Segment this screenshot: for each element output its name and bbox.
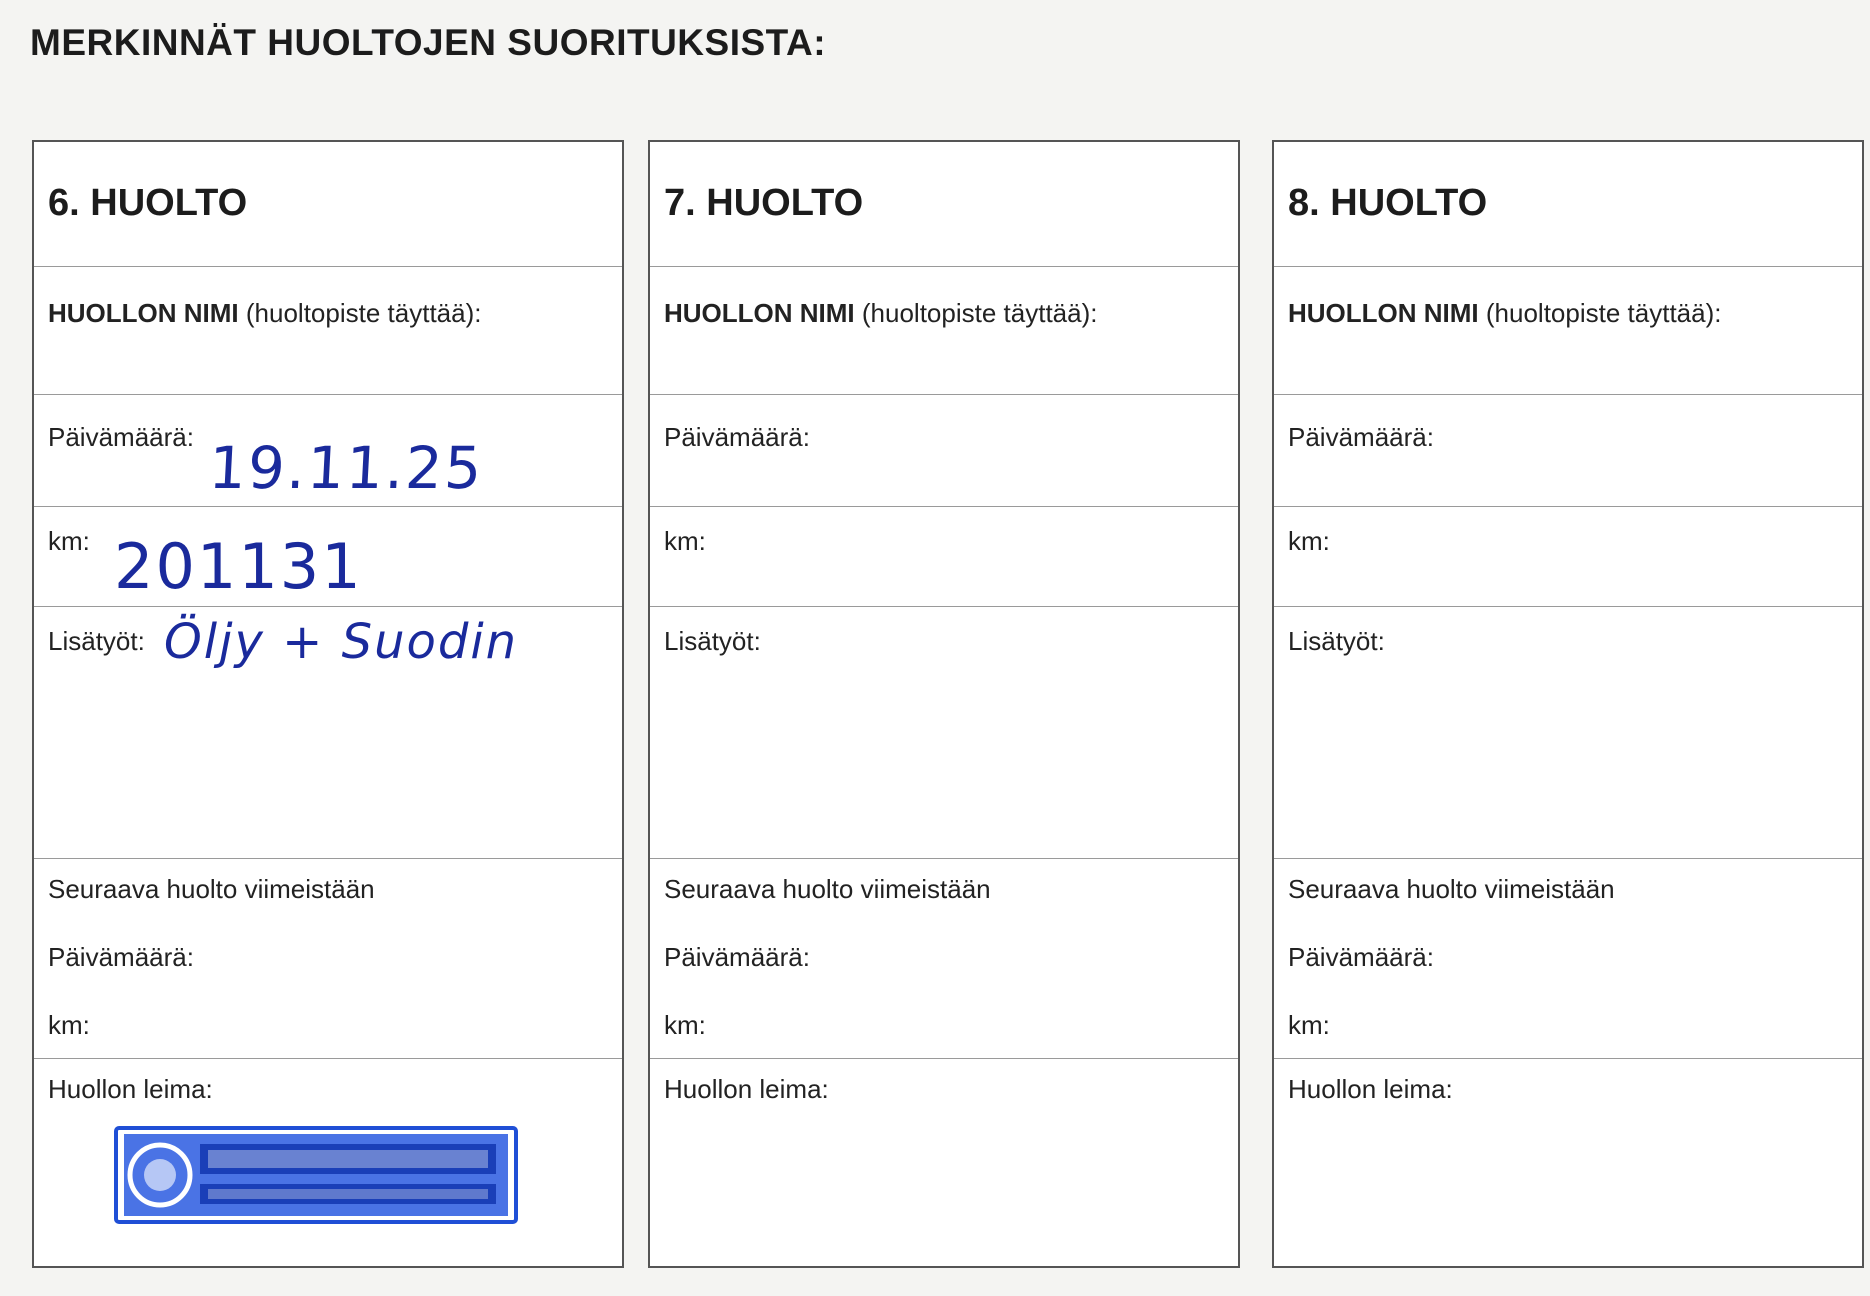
service-card-7 xyxy=(648,140,1240,1268)
km-label: km: xyxy=(48,526,90,556)
stamp-field[interactable] xyxy=(1274,1058,1862,1268)
stamp-label: Huollon leima: xyxy=(664,1074,829,1104)
next-date-label: Päivämäärä: xyxy=(664,942,810,972)
km-handwritten-value: 201131 xyxy=(114,530,363,603)
service-name-label-bold: HUOLLON NIMI xyxy=(1288,298,1479,328)
km-label: km: xyxy=(1288,526,1330,556)
service-card-6 xyxy=(32,140,624,1268)
service-number: 6. HUOLTO xyxy=(48,182,248,224)
stamp-label: Huollon leima: xyxy=(48,1074,213,1104)
service-name-label xyxy=(1288,298,1721,329)
next-km-label: km: xyxy=(1288,1010,1330,1040)
extra-work-label: Lisätyöt: xyxy=(48,626,145,656)
service-number: 8. HUOLTO xyxy=(1288,182,1488,224)
date-field[interactable] xyxy=(34,394,622,507)
next-service-section[interactable] xyxy=(1274,858,1862,1059)
date-label: Päivämäärä: xyxy=(1288,422,1434,452)
km-label: km: xyxy=(664,526,706,556)
service-name-label-bold: HUOLLON NIMI xyxy=(664,298,855,328)
extra-work-label: Lisätyöt: xyxy=(1288,626,1385,656)
next-service-section[interactable] xyxy=(34,858,622,1059)
date-handwritten-value: 19.11.25 xyxy=(207,434,486,502)
service-header xyxy=(34,142,622,267)
next-km-label: km: xyxy=(48,1010,90,1040)
extra-work-label: Lisätyöt: xyxy=(664,626,761,656)
service-name-label-hint: (huoltopiste täyttää): xyxy=(245,298,482,328)
service-name-label xyxy=(664,298,1097,329)
date-field[interactable] xyxy=(650,394,1238,507)
service-name-label xyxy=(48,298,481,329)
next-date-label: Päivämäärä: xyxy=(48,942,194,972)
service-name-label-bold: HUOLLON NIMI xyxy=(48,298,239,328)
next-date-label: Päivämäärä: xyxy=(1288,942,1434,972)
stamp-label: Huollon leima: xyxy=(1288,1074,1453,1104)
extra-work-field[interactable] xyxy=(34,606,622,859)
service-number: 7. HUOLTO xyxy=(664,182,864,224)
service-header xyxy=(650,142,1238,267)
next-service-label: Seuraava huolto viimeistään xyxy=(664,874,991,904)
next-service-label: Seuraava huolto viimeistään xyxy=(48,874,375,904)
service-card-8 xyxy=(1272,140,1864,1268)
extra-work-field[interactable] xyxy=(650,606,1238,859)
extra-work-field[interactable] xyxy=(1274,606,1862,859)
service-name-field[interactable] xyxy=(34,266,622,395)
service-name-label-hint: (huoltopiste täyttää): xyxy=(861,298,1098,328)
next-service-section[interactable] xyxy=(650,858,1238,1059)
next-km-label: km: xyxy=(664,1010,706,1040)
service-name-field[interactable] xyxy=(650,266,1238,395)
next-service-label: Seuraava huolto viimeistään xyxy=(1288,874,1615,904)
stamp-field[interactable] xyxy=(34,1058,622,1268)
service-stamp-icon xyxy=(114,1126,518,1224)
service-name-field[interactable] xyxy=(1274,266,1862,395)
date-field[interactable] xyxy=(1274,394,1862,507)
service-header xyxy=(1274,142,1862,267)
km-field[interactable] xyxy=(34,506,622,607)
km-field[interactable] xyxy=(1274,506,1862,607)
date-label: Päivämäärä: xyxy=(664,422,810,452)
date-label: Päivämäärä: xyxy=(48,422,194,452)
page-title: MERKINNÄT HUOLTOJEN SUORITUKSISTA: xyxy=(30,22,827,63)
stamp-field[interactable] xyxy=(650,1058,1238,1268)
service-name-label-hint: (huoltopiste täyttää): xyxy=(1485,298,1722,328)
km-field[interactable] xyxy=(650,506,1238,607)
extra-work-handwritten-value: Öljy + Suodin xyxy=(164,614,519,670)
